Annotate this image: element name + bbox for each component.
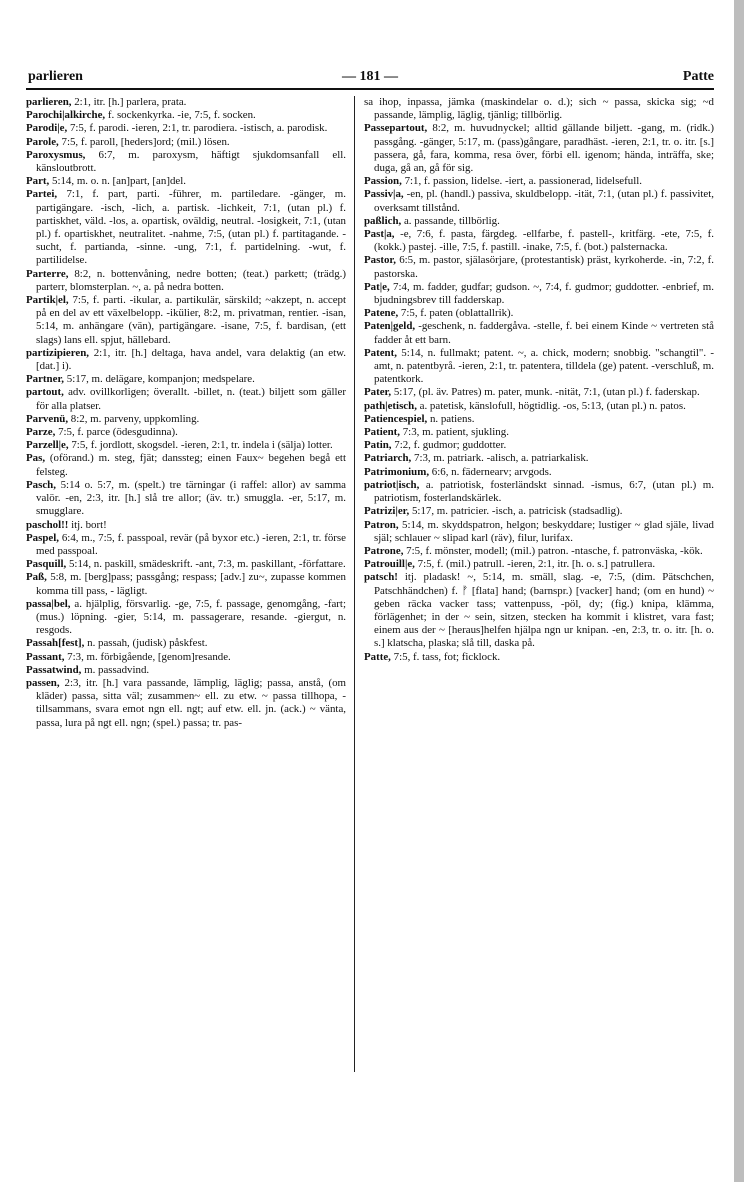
dictionary-entry (364, 400, 714, 413)
entry-headword: Paroxysmus, (26, 148, 86, 161)
entry-headword: Passiv|a, (364, 188, 404, 201)
entry-headword: partizipieren, (26, 346, 90, 359)
entry-headword: Patrizi|er, (364, 505, 410, 518)
entry-definition: 7:3, m. förbigående, [genom]resande. (67, 650, 231, 663)
dictionary-entry (26, 426, 346, 439)
dictionary-entry (364, 254, 714, 280)
entry-definition: 7:2, f. gudmor; guddotter. (394, 439, 507, 452)
entry-definition: 2:1, itr. [h.] parlera, prata. (74, 96, 187, 108)
entry-headword: Passant, (26, 650, 65, 663)
dictionary-entry (364, 426, 714, 439)
entry-definition: 7:3, m. patient, sjukling. (402, 426, 509, 439)
entry-definition: 8:2, m. huvudnyckel; alltid gällande biljett. -gang, m. (ridk.) passgång. -gänger, 5:17, m. (pass)gångare, paradhäst. -ieren, 2:1, tr. o. itr. [s.] passera, gå, fara, komma, resa över, förbi ell. igenom; hända, inträffa, ske; duga, gå an, gå för sig. (374, 122, 714, 175)
entry-definition: itj. pladask! ~, 5:14, m. smäll, slag. -e, 7:5, (dim. Pätschchen, Patschhändchen) f. ᚠ [flata] hand; (barnspr.) [vacker] hand; (om en hund) ~ geben räcka vacker tass; vattenpuss, -pöl, dy; (fig.) knipa, klämma, förlägenhet; in der ~ sein, sitzen, stecken ha kommit i klistret, vara fast; einem aus der ~ [heraus]helfen hjälpa ngn ur knipan. -en, 2:3, tr. o. itr. [h. o. s.] klatscha, plaska; slå till, daska på. (374, 571, 714, 650)
entry-headword: Passatwind, (26, 663, 82, 676)
entry-definition: 5:17, m. patricier. -isch, a. patricisk (stadsadlig). (411, 505, 623, 518)
dictionary-entry (364, 519, 714, 545)
entry-definition: 2:1, itr. [h.] deltaga, hava andel, vara delaktig (an etw. [dat.] i). (36, 346, 346, 373)
dictionary-entry (364, 122, 714, 175)
entry-headword: Parole, (26, 135, 59, 148)
entry-headword: Parze, (26, 426, 56, 439)
entry-headword: Part, (26, 175, 50, 188)
dictionary-entry (364, 188, 714, 214)
entry-headword: Patron, (364, 518, 399, 531)
entry-definition: a. patriotisk, fosterländskt sinnad. -ismus, 6:7, (utan pl.) m. patriotism, fosterlandskärlek. (374, 478, 714, 505)
dictionary-entry (26, 136, 346, 149)
dictionary-entry (26, 664, 346, 677)
dictionary-entry (26, 373, 346, 386)
dictionary-entry (364, 228, 714, 254)
entry-headword: Patin, (364, 439, 392, 452)
entry-definition: f. sockenkyrka. -ie, 7:5, f. socken. (107, 109, 256, 122)
entry-headword: paßlich, (364, 214, 402, 227)
entry-definition: 5:17, (pl. äv. Patres) m. pater, munk. -nität, 7:1, (utan pl.) f. faderskap. (393, 386, 700, 399)
dictionary-entry (26, 637, 346, 650)
entry-headword: Pasch, (26, 478, 56, 491)
dictionary-entry (364, 307, 714, 320)
entry-definition: 5:14 o. 5:7, m. (spelt.) tre tärningar (i raffel: allor) av samma valör. -en, 2:3, itr. [h.] slå tre allor; (äv. tr.) smuggla. -er, 5:17, m. smugglare. (36, 478, 346, 518)
entry-headword: Parzell|e, (26, 439, 69, 452)
entry-headword: path|etisch, (364, 399, 417, 412)
dictionary-entry (26, 439, 346, 452)
entry-definition: 7:3, m. patriark. -alisch, a. patriarkalisk. (414, 452, 589, 465)
dictionary-entry (26, 188, 346, 267)
entry-definition: 8:2, m. parveny, uppkomling. (70, 412, 200, 425)
dictionary-entry (26, 519, 346, 532)
dictionary-entry (364, 96, 714, 122)
dictionary-entry (364, 452, 714, 465)
right-guideword: Patte (682, 69, 714, 84)
dictionary-entry (26, 109, 346, 122)
entry-headword: Patriarch, (364, 452, 412, 465)
dictionary-entry (26, 175, 346, 188)
entry-definition: 7:5, f. parce (ödesgudinna). (58, 426, 178, 439)
entry-headword: Parodi|e, (26, 122, 68, 135)
dictionary-entry (26, 571, 346, 597)
entry-definition: 7:1, f. part, parti. -führer, m. partiledare. -gänger, m. partigängare. -isch, -lich, a. partisk. -lichkeit, 7:1, (utan pl.) f. partiskhet, väld. -los, a. opartisk, oväldig, neutral. -losigkeit, 7:1, (utan pl.) f. opartiskhet, neutralitet. -nahme, 7:5, (utan pl.) f. partitagande. -sucht, f. partianda, -sinne. -ung, 7:1, f. partidelning. -wut, f. partilidelse. (36, 188, 346, 267)
entry-definition: (oförand.) m. steg, fjät; danssteg; einen Faux~ begehen begå ett felsteg. (36, 452, 346, 478)
dictionary-entry (26, 413, 346, 426)
entry-definition: 5:14, m. o. n. [an]part, [an]del. (52, 175, 186, 188)
entry-definition: 6:6, n. fädernearv; arvgods. (431, 465, 552, 478)
page-number: — 181 — (342, 69, 398, 84)
dictionary-entry (26, 122, 346, 135)
dictionary-entry (26, 294, 346, 347)
entry-definition: 5:14, m. skyddspatron, helgon; beskyddare; lustiger ~ glad själe, livad själ; schlauer ~ slipad karl (räv), filur, lurifax. (374, 518, 714, 544)
entry-definition: 7:5, f. parti. -ikular, a. partikulär, särskild; ~akzept, n. accept på en del av ett växelbelopp. -ikülier, 8:2, m. privatman, rentier. -isan, 5:14, m. anhängare (vän), partigängare. -isane, 7:5, f. bardisan, (ett slags) lans ell. spjut, hällebard. (36, 294, 346, 346)
dictionary-entry (364, 505, 714, 518)
dictionary-entry (26, 452, 346, 478)
entry-definition: 7:5, f. paten (oblattallrik). (400, 307, 514, 320)
entry-headword: Passion, (364, 175, 402, 188)
entry-definition: 7:4, m. fadder, gudfar; gudson. ~, 7:4, f. gudmor; guddotter. -enbrief, m. bjudningsbrev till fadderskap. (374, 280, 714, 307)
dictionary-entry (26, 96, 346, 109)
dictionary-entry (364, 175, 714, 188)
entry-headword: Pat|e, (364, 280, 390, 293)
entry-definition: 8:2, n. bottenvåning, nedre botten; (teat.) parkett; (trädg.) parterr, blomsterplan. ~, a. på nedra botten. (36, 267, 346, 293)
entry-headword: Patrone, (364, 544, 404, 557)
entry-definition: 6:5, m. pastor, själasörjare, (protestantisk) präst, kyrkoherde. -in, 7:2, f. pastorska. (374, 254, 714, 280)
entry-definition: n. patiens. (429, 412, 475, 425)
dictionary-entry (364, 558, 714, 571)
dictionary-entry (364, 413, 714, 426)
page-edge-shadow (734, 0, 744, 1182)
entry-headword: Patient, (364, 426, 400, 439)
entry-definition: -geschenk, n. faddergåva. -stelle, f. bei einem Kinde ~ vertreten stå fadder åt ett barn. (374, 320, 714, 346)
entry-headword: Parochi|alkirche, (26, 109, 106, 122)
entry-headword: Paspel, (26, 531, 59, 544)
dictionary-entry (364, 439, 714, 452)
entry-definition: 5:8, m. [berg]pass; passgång; respass; [adv.] zu~, zupasse kommen komma till pass, - lägligt. (36, 571, 346, 597)
entry-definition: 7:1, f. passion, lidelse. -iert, a. passionerad, lidelsefull. (404, 175, 642, 188)
entry-headword: Parvenü, (26, 412, 69, 425)
dictionary-entry (364, 545, 714, 558)
entry-definition: 6:7, m. paroxysm, häftigt sjukdomsanfall ell. känsloutbrott. (36, 148, 346, 175)
dictionary-entry (26, 479, 346, 519)
dictionary-entry (26, 149, 346, 175)
entry-headword: passa|bel, (26, 597, 71, 610)
entry-headword: passen, (26, 676, 60, 689)
entry-headword: Patene, (364, 307, 399, 320)
right-column (364, 96, 714, 1096)
entry-headword: paschol!! (26, 518, 69, 531)
entry-headword: Paß, (26, 571, 47, 584)
entry-definition: 7:5, f. parodi. -ieren, 2:1, tr. parodiera. -istisch, a. parodisk. (69, 122, 328, 135)
entry-headword: Pasquill, (26, 558, 67, 571)
page-header (26, 66, 714, 90)
dictionary-entry (364, 651, 714, 664)
entry-headword: Parterre, (26, 267, 69, 280)
dictionary-entry (364, 466, 714, 479)
entry-definition: 2:3, itr. [h.] vara passande, lämplig, läglig; passa, anstå, (om kläder) passa, sitta väl; zusammen~ ell. zu etw. ~ passa tillhopa, - tillsammans, svara emot ngn ell. ngt; auf etw. ell. jn. (ack.) ~ vänta, passa, lura på ngt ell. ngn; (spel.) passa; tr. pas- (36, 676, 346, 729)
entry-headword: Past|a, (364, 228, 395, 241)
dictionary-entry (364, 479, 714, 505)
entry-headword: Paten|geld, (364, 320, 416, 333)
dictionary-entry (26, 386, 346, 412)
entry-headword: Patiencespiel, (364, 412, 428, 425)
entry-headword: Passepartout, (364, 122, 428, 135)
entry-definition: 5:14, n. paskill, smädeskrift. -ant, 7:3, m. paskillant, -författare. (68, 558, 346, 571)
entry-definition: 6:4, m., 7:5, f. passpoal, revär (på byxor etc.) -ieren, 2:1, tr. förse med passpoal. (36, 531, 346, 557)
entry-headword: Partner, (26, 373, 65, 386)
left-column (26, 96, 346, 1096)
entry-definition: 5:14, n. fullmakt; patent. ~, a. chick, modern; snobbig. "schangtil". -amt, n. patentbyrå. -ieren, 2:1, tr. patentera, tilldela (ge) patent. -verschluß, m. patentkork. (374, 346, 714, 386)
entry-definition: sa ihop, inpassa, jämka (maskindelar o. d.); sich ~ passa, skicka sig; ~d passande, lämplig, läglig, tjänlig; tillbörlig. (364, 96, 714, 122)
entry-headword: parlieren, (26, 96, 72, 108)
entry-definition: a. passande, tillbörlig. (403, 214, 500, 227)
dictionary-entry (26, 268, 346, 294)
entry-definition: 7:5, f. (mil.) patrull. -ieren, 2:1, itr. [h. o. s.] patrullera. (417, 558, 656, 571)
entry-definition: a. patetisk, känslofull, högtidlig. -os, 5:13, (utan pl.) n. patos. (419, 399, 686, 412)
entry-headword: Pater, (364, 386, 392, 399)
entry-definition: 5:17, m. delägare, kompanjon; medspelare. (66, 373, 255, 386)
entry-definition: 7:5, f. tass, fot; ficklock. (393, 650, 501, 663)
dictionary-entry (364, 281, 714, 307)
entry-headword: Pastor, (364, 254, 396, 267)
entry-definition: -e, 7:6, f. pasta, färgdeg. -ellfarbe, f. pastell-, kritfärg. -ete, 7:5, f. (kokk.) pastej. -ille, 7:5, f. pastill. -inake, 7:5, f. (bot.) palsternacka. (374, 228, 714, 254)
entry-headword: Patte, (364, 650, 391, 663)
dictionary-entry (26, 532, 346, 558)
dictionary-entry (26, 651, 346, 664)
entry-definition: 7:5, f. jordlott, skogsdel. -ieren, 2:1, tr. indela i (sälja) lotter. (71, 439, 333, 452)
dictionary-entry (364, 347, 714, 387)
column-divider (354, 96, 355, 1072)
entry-definition: itj. bort! (71, 518, 107, 531)
entry-headword: Patrouill|e, (364, 558, 415, 571)
entry-headword: Patent, (364, 346, 397, 359)
entry-headword: Patrimonium, (364, 465, 430, 478)
entry-definition: n. passah, (judisk) påskfest. (87, 637, 208, 650)
entry-headword: Passah[fest], (26, 637, 85, 650)
entry-definition: 7:5, f. mönster, modell; (mil.) patron. -ntasche, f. patronväska, -kök. (406, 544, 703, 557)
entry-headword: Pas, (26, 452, 46, 465)
left-guideword: parlieren (28, 69, 83, 84)
entry-headword: Partei, (26, 188, 58, 201)
entry-headword: patriot|isch, (364, 478, 420, 491)
entry-headword: Partik|el, (26, 294, 69, 307)
entry-definition: a. hjälplig, försvarlig. -ge, 7:5, f. passage, genomgång, -fart; (mus.) löpning. -gier, 5:14, m. passagerare, resande. -giergut, n. resgods. (36, 597, 346, 637)
dictionary-entry (364, 215, 714, 228)
dictionary-entry (364, 386, 714, 399)
dictionary-entry (26, 598, 346, 638)
entry-headword: partout, (26, 386, 64, 399)
entry-definition: m. passadvind. (84, 663, 150, 676)
dictionary-entry (26, 677, 346, 730)
entry-definition: 7:5, f. paroll, [heders]ord; (mil.) lösen. (61, 135, 230, 148)
entry-definition: adv. ovillkorligen; överallt. -billet, n. (teat.) biljett som gäller för alla platser. (36, 386, 346, 412)
entry-headword: patsch! (364, 571, 398, 584)
dictionary-entry (26, 558, 346, 571)
dictionary-entry (364, 320, 714, 346)
dictionary-entry (26, 347, 346, 373)
entry-definition: -en, pl. (handl.) passiva, skuldbelopp. -ität, 7:1, (utan pl.) f. passivitet, overksamt tillstånd. (374, 188, 714, 214)
dictionary-entry (364, 571, 714, 650)
